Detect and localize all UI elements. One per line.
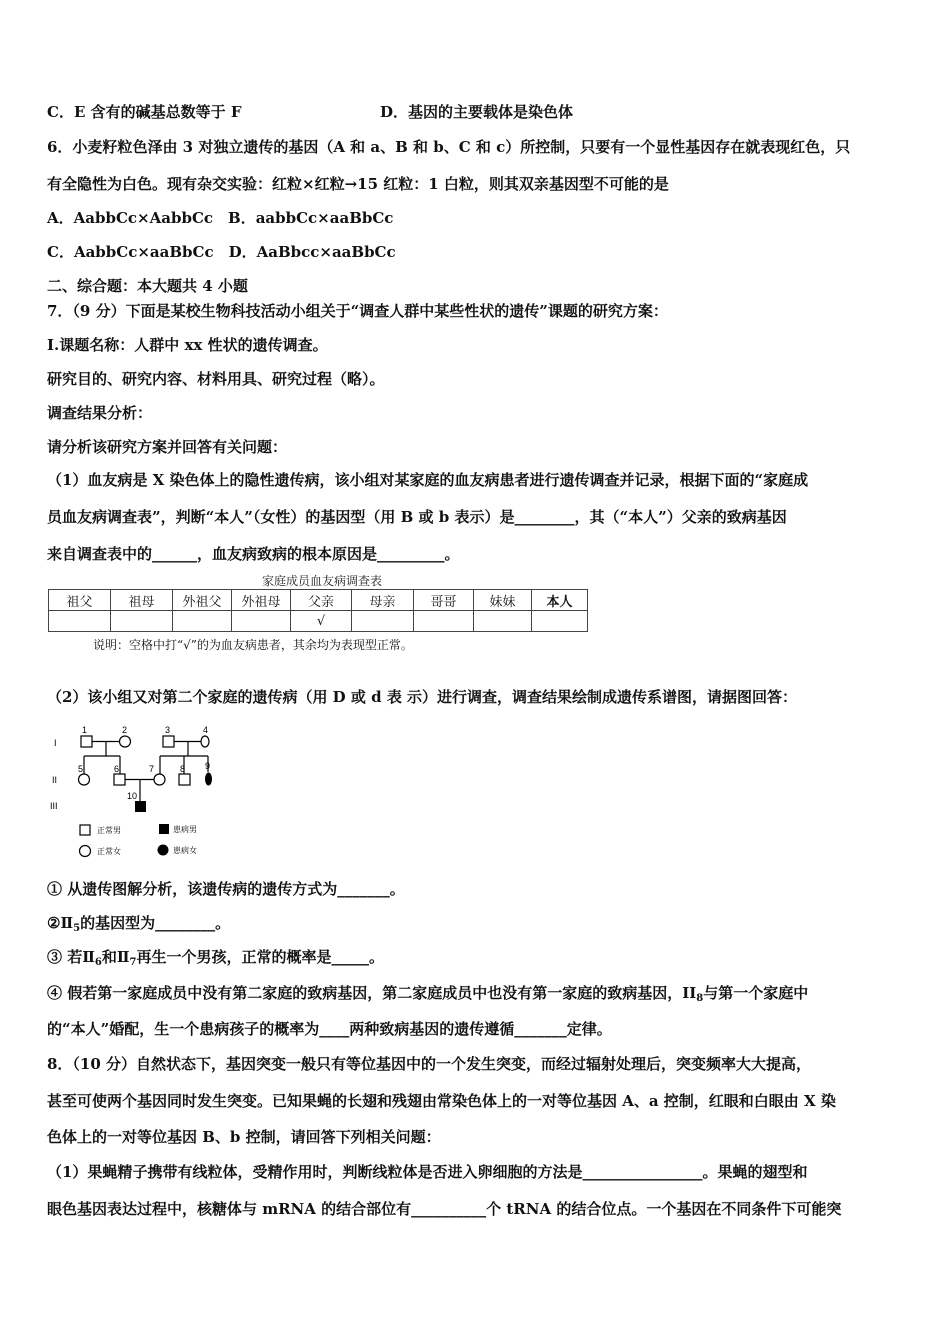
individual-7-normal-female (154, 774, 165, 785)
table-value-cell: √ (291, 611, 352, 632)
label-3: 3 (165, 725, 171, 735)
table-value-cell (532, 611, 588, 632)
table-header-cell: 祖父 (49, 590, 111, 611)
q8-line2: 甚至可使两个基因同时发生突变。已知果蝇的长翅和残翅由常染色体上的一对等位基因 A、a 控制，红眼和白眼由 X 染 (47, 1092, 836, 1110)
gen-label-i: I (54, 738, 57, 748)
q7-sub2-text-a: ②Ⅱ (47, 914, 74, 932)
label-10: 10 (127, 791, 138, 801)
q7-line4: 调查结果分析： (47, 404, 153, 422)
q7-sub2-text-b: 的基因型为________。 (80, 914, 231, 932)
q8-line5: 眼色基因表达过程中，核糖体与 mRNA 的结合部位有__________个 tRNA 的结合位点。一个基因在不同条件下可能突 (47, 1200, 842, 1218)
individual-1-normal-male (81, 736, 92, 747)
table-header-cell: 祖母 (111, 590, 173, 611)
individual-6-normal-male (114, 774, 125, 785)
table-header-cell: 父亲 (291, 590, 352, 611)
table-title: 家庭成员血友病调查表 (262, 574, 383, 588)
individual-2-normal-female (120, 736, 131, 747)
legend-affected-male: 患病男 (173, 825, 197, 834)
table-value-row (49, 611, 588, 632)
individual-3-normal-male (163, 736, 174, 747)
table-header-cell: 母亲 (352, 590, 414, 611)
q7-part1-line1: （1）血友病是 X 染色体上的隐性遗传病，该小组对某家庭的血友病患者进行遗传调查并记录，根据下面的“家庭成 (47, 471, 809, 489)
q6-stem-line1: 6．小麦籽粒色泽由 3 对独立遗传的基因（A 和 a、B 和 b、C 和 c）所控制，只要有一个显性基因存在就表现红色，只 (47, 138, 851, 156)
q7-sub3-subscript-2: 7 (129, 957, 137, 968)
table-value-cell (474, 611, 532, 632)
legend-affected-male-icon (159, 824, 169, 834)
q7-sub4-text-a: ④ 假若第一家庭成员中没有第二家庭的致病基因，第二家庭成员中也没有第一家庭的致病基因，II (47, 984, 697, 1002)
q6-options-cd: C．AabbCc×aaBbCc D．AaBbcc×aaBbCc (47, 243, 396, 261)
q7-line3: 研究目的、研究内容、材料用具、研究过程（略）。 (47, 370, 385, 388)
table-value-cell (49, 611, 111, 632)
q6-options-ab: A．AabbCc×AabbCc B．aabbCc×aaBbCc (47, 209, 394, 227)
table-value-cell (111, 611, 173, 632)
label-1: 1 (82, 725, 88, 735)
individual-8-normal-male (179, 774, 190, 785)
legend-affected-female: 患病女 (173, 846, 197, 855)
family-survey-table (48, 589, 588, 632)
q8-line4: （1）果蝇精子携带有线粒体，受精作用时，判断线粒体是否进入卵细胞的方法是________________。果蝇的翅型和 (47, 1163, 808, 1181)
q7-sub3 (47, 947, 384, 973)
q7-line5: 请分析该研究方案并回答有关问题： (47, 438, 288, 456)
label-4: 4 (203, 725, 209, 735)
q7-sub3-text-c: 再生一个男孩，正常的概率是_____。 (136, 948, 384, 966)
q7-sub3-text-b: 和Ⅱ (101, 948, 130, 966)
q7-line1: 7．（9 分）下面是某校生物科技活动小组关于“调查人群中某些性状的遗传”课题的研究方案： (47, 302, 668, 320)
q7-line2: I.课题名称：人群中 xx 性状的遗传调查。 (47, 336, 328, 354)
gen-label-iii: III (50, 801, 58, 811)
q7-sub3-text-a: ③ 若Ⅱ (47, 948, 95, 966)
label-2: 2 (122, 725, 128, 735)
q7-sub3-subscript-1: 6 (94, 957, 102, 968)
q7-sub2 (47, 913, 230, 939)
individual-5-normal-female (79, 774, 90, 785)
q7-part1-line2: 员血友病调查表”，判断“本人”（女性）的基因型（用 B 或 b 表示）是________，其（“本人”）父亲的致病基因 (47, 508, 787, 526)
legend-normal-male-icon (80, 825, 90, 835)
individual-10-affected-male (135, 801, 146, 812)
q8-line3: 色体上的一对等位基因 B、b 控制，请回答下列相关问题： (47, 1128, 441, 1146)
table-value-cell (352, 611, 414, 632)
label-8: 8 (180, 764, 186, 774)
q5-options-cd (47, 102, 574, 122)
table-header-cell: 外祖父 (173, 590, 232, 611)
table-header-cell: 哥哥 (414, 590, 474, 611)
q6-stem-line2: 有全隐性为白色。现有杂交实验：红粒×红粒→15 红粒：1 白粒，则其双亲基因型不可能的是 (47, 175, 669, 193)
table-header-cell: 妹妹 (474, 590, 532, 611)
q7-sub4-line1 (47, 983, 808, 1009)
pedigree-chart (48, 722, 228, 862)
label-9: 9 (205, 761, 211, 771)
section-heading: 二、综合题：本大题共 4 小题 (47, 277, 248, 295)
table-value-cell (414, 611, 474, 632)
legend-affected-female-icon (158, 845, 169, 856)
q7-sub2-subscript: 5 (73, 923, 81, 934)
label-5: 5 (78, 764, 84, 774)
table-value-cell (173, 611, 232, 632)
table-header-cell: 外祖母 (232, 590, 291, 611)
q8-line1: 8．（10 分）自然状态下，基因突变一般只有等位基因中的一个发生突变，而经过辐射处理后，突变频率大大提高， (47, 1055, 812, 1073)
label-6: 6 (114, 764, 120, 774)
legend-normal-female: 正常女 (97, 847, 121, 856)
q7-sub4-line2: 的“本人”婚配，生一个患病孩子的概率为____两种致病基因的遗传遵循_______定律。 (47, 1020, 612, 1038)
q7-part1-line3: 来自调查表中的______，血友病致病的根本原因是_________。 (47, 545, 460, 563)
table-value-cell (232, 611, 291, 632)
table-header-cell: 本人 (532, 590, 588, 611)
legend-normal-male: 正常男 (97, 826, 121, 835)
table-note: 说明：空格中打“√”的为血友病患者，其余均为表现型正常。 (93, 638, 413, 652)
q5-option-c: C．E 含有的碱基总数等于 F (47, 103, 242, 121)
label-7: 7 (149, 764, 155, 774)
individual-9-affected-female (205, 773, 212, 786)
q7-sub4-text-b: 与第一个家庭中 (703, 984, 809, 1002)
legend-normal-female-icon (80, 846, 91, 857)
q7-part2: （2）该小组又对第二个家庭的遗传病（用 D 或 d 表 示）进行调查，调查结果绘制成遗传系谱图，请据图回答： (47, 688, 798, 706)
q7-sub1: ① 从遗传图解分析，该遗传病的遗传方式为_______。 (47, 880, 405, 898)
table-header-row (49, 590, 588, 611)
individual-4-normal-female (201, 736, 209, 747)
q7-sub4-subscript: 8 (696, 993, 704, 1004)
gen-label-ii: II (52, 775, 58, 785)
q5-option-d: D．基因的主要载体是染色体 (380, 103, 574, 121)
